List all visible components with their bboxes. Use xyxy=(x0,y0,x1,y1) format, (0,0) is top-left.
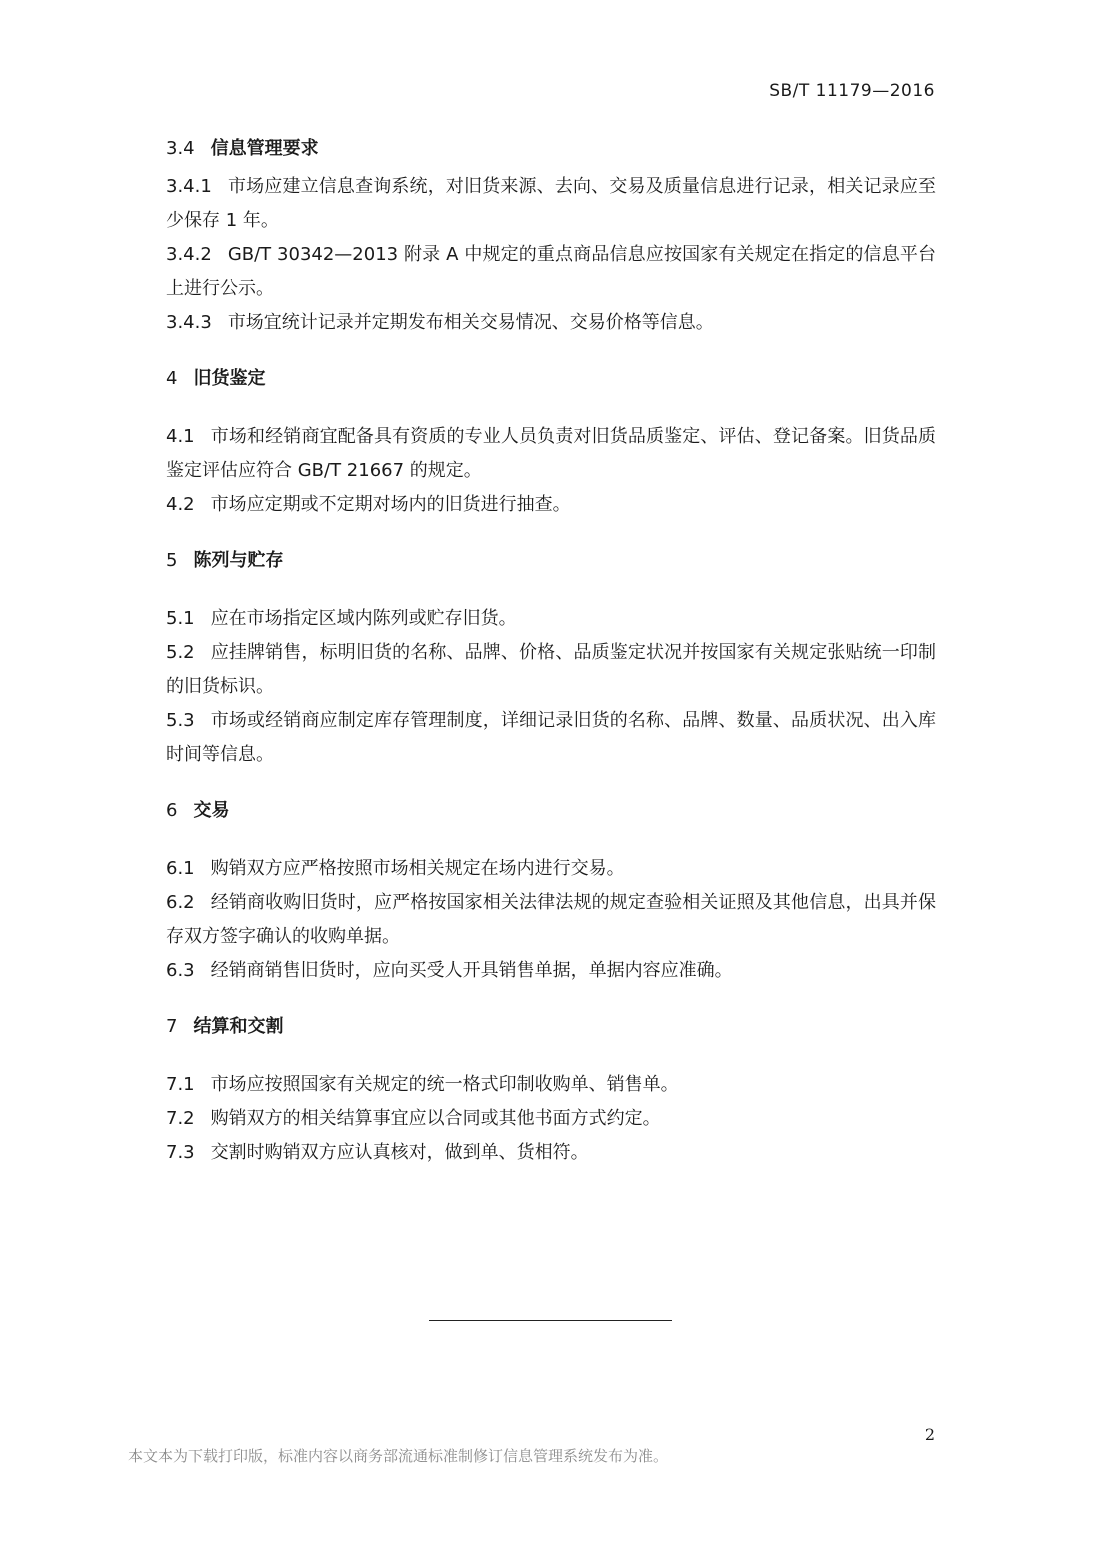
clause-text: GB/T 30342—2013 附录 A 中规定的重点商品信息应按国家有关规定在指定的信息平台上进行公示。 xyxy=(166,244,936,299)
section-title: 信息管理要求 xyxy=(210,138,319,159)
clause xyxy=(166,420,936,488)
section-title: 交易 xyxy=(193,800,230,821)
clause xyxy=(166,954,936,988)
section-heading xyxy=(166,362,936,396)
clause-text: 市场或经销商应制定库存管理制度，详细记录旧货的名称、品牌、数量、品质状况、出入库时间等信息。 xyxy=(166,710,936,765)
clause xyxy=(166,636,936,704)
section-heading xyxy=(166,794,936,828)
clause-number: 5.1 xyxy=(166,608,195,629)
clause xyxy=(166,852,936,886)
section-number: 5 xyxy=(166,550,178,571)
clause-number: 6.1 xyxy=(166,858,195,879)
clause-number: 4.2 xyxy=(166,494,195,515)
section-number: 4 xyxy=(166,368,178,389)
section-number: 3.4 xyxy=(166,138,195,159)
document-body xyxy=(166,132,936,1170)
clause xyxy=(166,1136,936,1170)
clause xyxy=(166,306,936,340)
section-number: 7 xyxy=(166,1016,178,1037)
clause-text: 应挂牌销售，标明旧货的名称、品牌、价格、品质鉴定状况并按国家有关规定张贴统一印制的旧货标识。 xyxy=(166,642,936,697)
clause-number: 6.3 xyxy=(166,960,195,981)
page-number: 2 xyxy=(924,1425,935,1444)
clause xyxy=(166,704,936,772)
section-heading xyxy=(166,1010,936,1044)
clause-text: 应在市场指定区域内陈列或贮存旧货。 xyxy=(210,608,517,629)
clause-text: 经销商销售旧货时，应向买受人开具销售单据，单据内容应准确。 xyxy=(210,960,733,981)
clause xyxy=(166,602,936,636)
clause-number: 3.4.3 xyxy=(166,312,212,333)
clause-number: 4.1 xyxy=(166,426,195,447)
clause xyxy=(166,1068,936,1102)
clause-number: 7.2 xyxy=(166,1108,195,1129)
clause xyxy=(166,1102,936,1136)
clause xyxy=(166,170,936,238)
clause xyxy=(166,488,936,522)
clause-text: 经销商收购旧货时，应严格按国家相关法律法规的规定查验相关证照及其他信息，出具并保存双方签字确认的收购单据。 xyxy=(166,892,936,947)
clause-number: 6.2 xyxy=(166,892,195,913)
clause-number: 7.3 xyxy=(166,1142,195,1163)
end-of-document-rule xyxy=(429,1320,672,1321)
section-heading xyxy=(166,544,936,578)
clause-number: 3.4.2 xyxy=(166,244,212,265)
clause-text: 交割时购销双方应认真核对，做到单、货相符。 xyxy=(210,1142,589,1163)
clause-number: 5.2 xyxy=(166,642,195,663)
clause xyxy=(166,238,936,306)
document-code: SB/T 11179—2016 xyxy=(769,81,935,101)
section-title: 旧货鉴定 xyxy=(193,368,266,389)
clause xyxy=(166,886,936,954)
section-title: 结算和交割 xyxy=(193,1016,284,1037)
footer-disclaimer: 本文本为下载打印版，标准内容以商务部流通标准制修订信息管理系统发布为准。 xyxy=(128,1447,669,1465)
clause-number: 7.1 xyxy=(166,1074,195,1095)
section-title: 陈列与贮存 xyxy=(193,550,284,571)
clause-number: 5.3 xyxy=(166,710,195,731)
section-heading xyxy=(166,132,936,166)
clause-number: 3.4.1 xyxy=(166,176,212,197)
clause-text: 市场宜统计记录并定期发布相关交易情况、交易价格等信息。 xyxy=(227,312,714,333)
section-number: 6 xyxy=(166,800,178,821)
clause-text: 市场和经销商宜配备具有资质的专业人员负责对旧货品质鉴定、评估、登记备案。旧货品质鉴定评估应符合 GB/T 21667 的规定。 xyxy=(166,426,936,481)
clause-text: 购销双方应严格按照市场相关规定在场内进行交易。 xyxy=(210,858,625,879)
clause-text: 市场应按照国家有关规定的统一格式印制收购单、销售单。 xyxy=(210,1074,679,1095)
clause-text: 购销双方的相关结算事宜应以合同或其他书面方式约定。 xyxy=(210,1108,661,1129)
clause-text: 市场应建立信息查询系统，对旧货来源、去向、交易及质量信息进行记录，相关记录应至少保存 1 年。 xyxy=(166,176,936,231)
clause-text: 市场应定期或不定期对场内的旧货进行抽查。 xyxy=(210,494,571,515)
